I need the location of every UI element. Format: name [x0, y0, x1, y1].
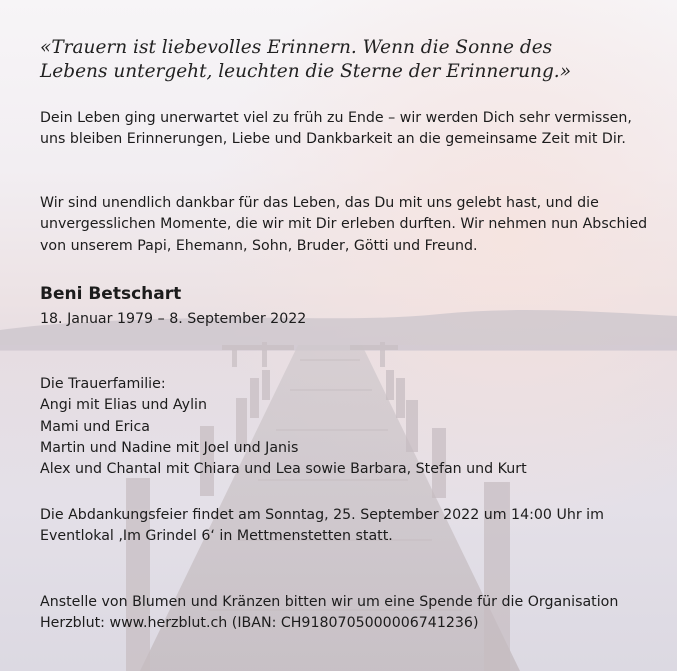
family-member: Alex und Chantal mit Chiara und Lea sowie Barbara, Stefan und Kurt [40, 461, 527, 478]
ceremony-info: Die Abdankungsfeier findet am Sonntag, 25. September 2022 um 14:00 Uhr im Eventlokal ‚Im Grindel 6‘ in Mettmenstetten statt. [40, 507, 604, 545]
family-member: Mami und Erica [40, 418, 150, 435]
quote-line-1: «Trauern ist liebevolles Erinnern. Wenn die Sonne des [40, 37, 553, 58]
donation-info: Anstelle von Blumen und Kränzen bitten wir um eine Spende für die Organisation Herzblut: www.herzblut.ch (IBAN: CH9180705000006741236) [40, 594, 619, 632]
farewell-paragraph: Dein Leben ging unerwartet viel zu früh zu Ende – wir werden Dich sehr vermissen, uns bleiben Erinnerungen, Liebe und Dankbarkeit an die gemeinsame Zeit mit Dir. [40, 110, 632, 148]
family-member: Martin und Nadine mit Joel und Janis [40, 439, 299, 456]
gratitude-paragraph: Wir sind unendlich dankbar für das Leben, das Du mit uns gelebt hast, und die unvergesslichen Momente, die wir mit Dir erleben durften. Wir nehmen nun Abschied von unserem Papi, Ehemann, Sohn, Bruder, Götti und Freund. [40, 195, 648, 254]
life-dates: 18. Januar 1979 – 8. September 2022 [40, 311, 307, 327]
quote-line-2: Lebens untergeht, leuchten die Sterne der Erinnerung.» [40, 61, 572, 82]
memorial-quote [40, 36, 640, 84]
deceased-name: Beni Betschart [40, 284, 182, 304]
family-list [40, 374, 527, 480]
family-heading: Die Trauerfamilie: [40, 376, 166, 392]
family-member: Angi mit Elias und Aylin [40, 397, 207, 414]
